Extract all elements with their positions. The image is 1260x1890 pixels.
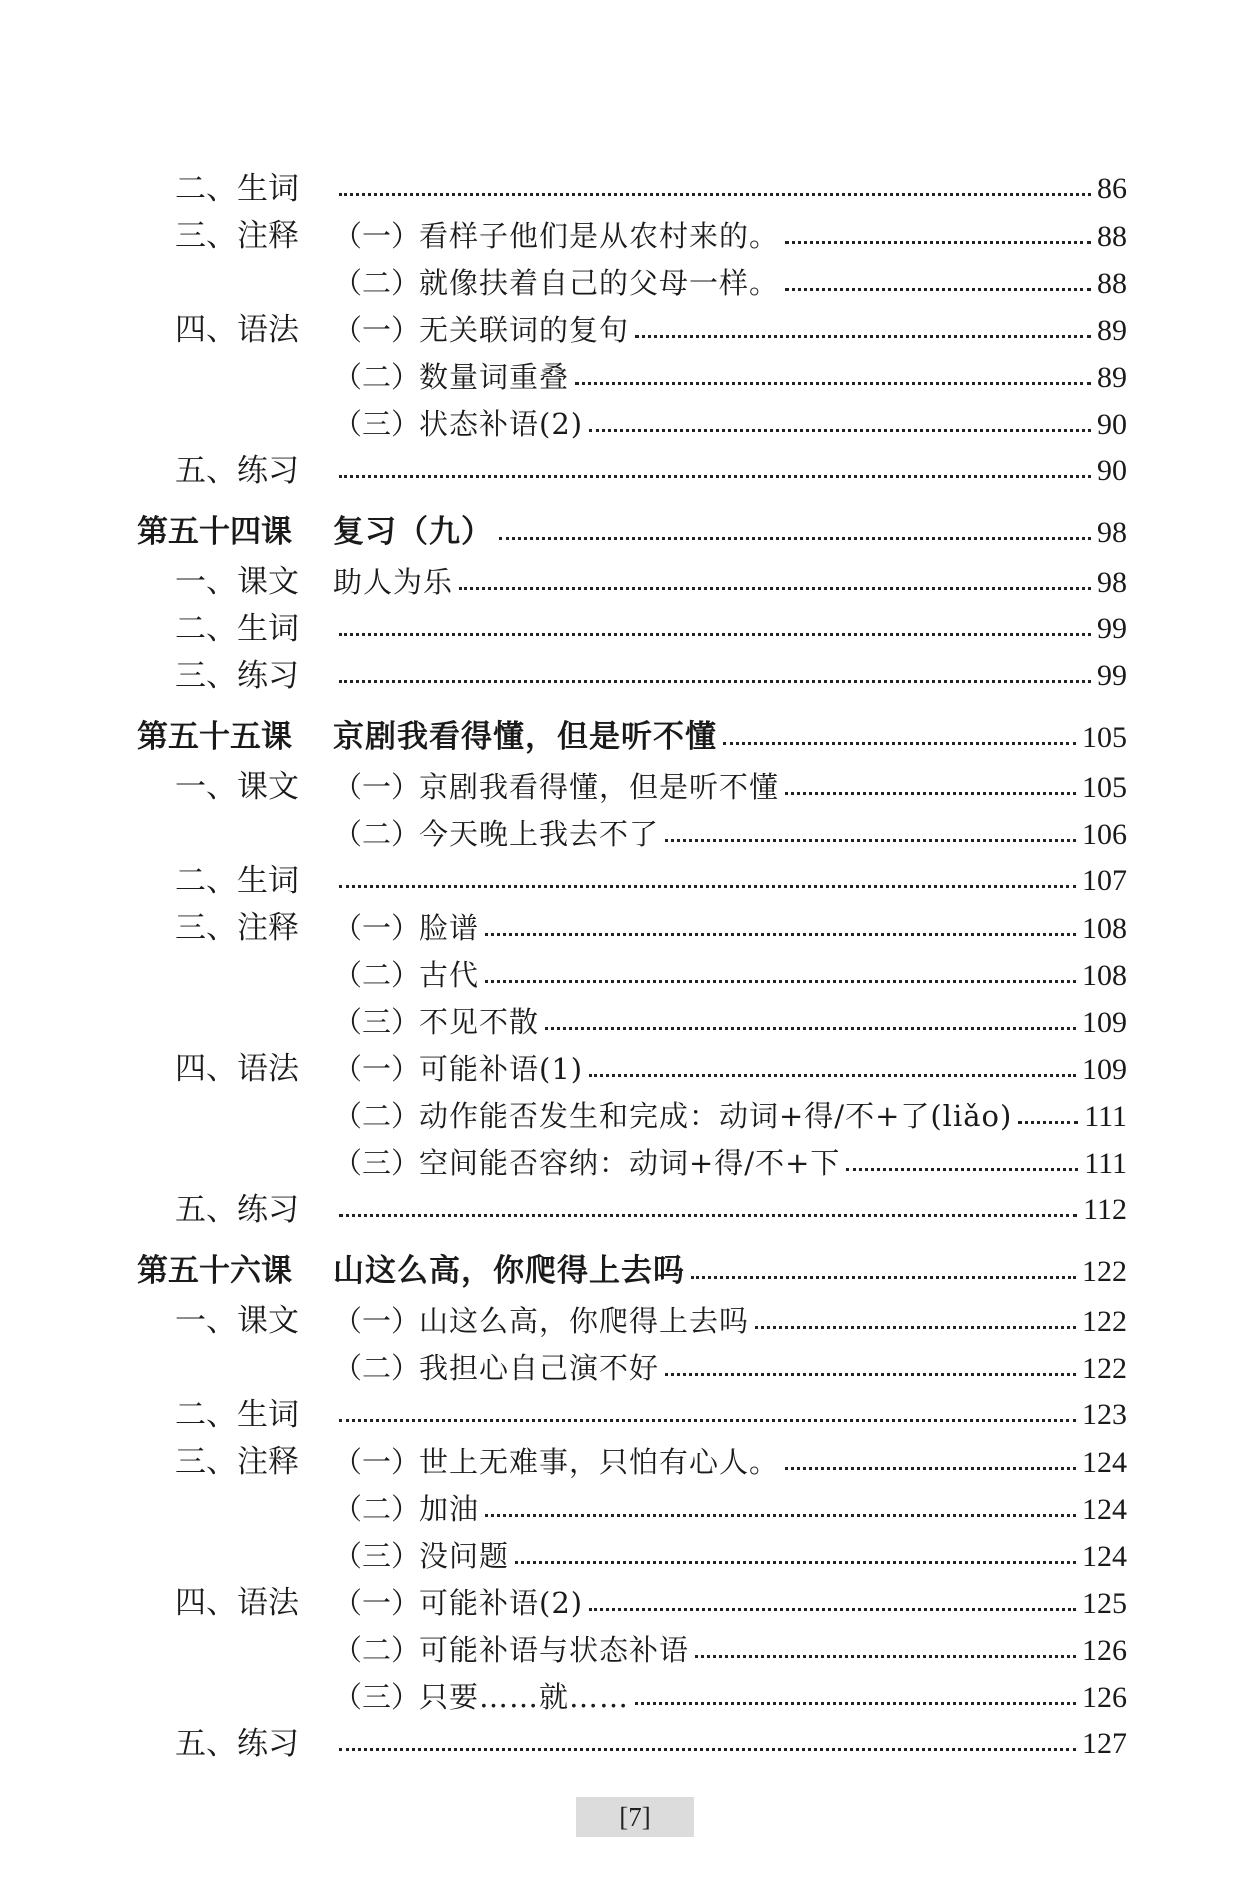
toc-entry[interactable] bbox=[0, 449, 1260, 493]
dot-leader bbox=[485, 1514, 1076, 1517]
page-number: 124 bbox=[1082, 1493, 1127, 1526]
page-number: 126 bbox=[1082, 1681, 1127, 1714]
dot-leader bbox=[339, 1748, 1076, 1751]
page-number: 109 bbox=[1082, 1053, 1127, 1086]
toc-entry[interactable] bbox=[0, 1188, 1260, 1232]
entry-line bbox=[333, 859, 1127, 903]
page-number: 106 bbox=[1082, 818, 1127, 851]
dot-leader bbox=[339, 885, 1076, 888]
subsection-number: （二） bbox=[333, 360, 421, 394]
entry-line bbox=[333, 308, 1127, 352]
page-number: 109 bbox=[1082, 1006, 1127, 1039]
toc-entry[interactable] bbox=[0, 859, 1260, 903]
toc-entry[interactable] bbox=[0, 355, 1260, 399]
entry-line bbox=[333, 1722, 1127, 1766]
toc-lesson-heading[interactable] bbox=[0, 1249, 1260, 1293]
dot-leader bbox=[589, 429, 1091, 432]
entry-title: 可能补语(1) bbox=[419, 1052, 584, 1086]
page-number: 126 bbox=[1082, 1634, 1127, 1667]
entry-title: 助人为乐 bbox=[333, 565, 454, 599]
dot-leader bbox=[635, 335, 1091, 338]
entry-line bbox=[333, 167, 1127, 211]
page-number: 122 bbox=[1082, 1255, 1127, 1288]
dot-leader bbox=[755, 1326, 1076, 1329]
entry-line bbox=[333, 607, 1127, 651]
toc-entry[interactable] bbox=[0, 214, 1260, 258]
entry-line bbox=[333, 1299, 1127, 1343]
entry-line bbox=[333, 355, 1127, 399]
dot-leader bbox=[339, 680, 1091, 683]
page-number: 123 bbox=[1082, 1398, 1127, 1431]
toc-entry[interactable] bbox=[0, 1534, 1260, 1578]
dot-leader bbox=[665, 1373, 1076, 1376]
dot-leader bbox=[499, 537, 1091, 540]
entry-title: 只要……就…… bbox=[419, 1680, 630, 1714]
section-label: 三、注释 bbox=[175, 910, 299, 946]
subsection-number: （二） bbox=[333, 1099, 421, 1133]
toc-entry[interactable] bbox=[0, 1487, 1260, 1531]
entry-title: 世上无难事，只怕有心人。 bbox=[419, 1445, 780, 1479]
page-number: 88 bbox=[1097, 220, 1127, 253]
entry-line bbox=[333, 1141, 1127, 1185]
page-number: 111 bbox=[1084, 1100, 1127, 1133]
section-label: 四、语法 bbox=[175, 312, 299, 348]
toc-entry[interactable] bbox=[0, 953, 1260, 997]
entry-title: 看样子他们是从农村来的。 bbox=[419, 219, 780, 253]
page-number: 88 bbox=[1097, 267, 1127, 300]
section-label: 一、课文 bbox=[175, 769, 299, 805]
subsection-number: （一） bbox=[333, 1304, 421, 1338]
dot-leader bbox=[691, 1276, 1076, 1279]
entry-line bbox=[333, 261, 1127, 305]
toc-entry[interactable] bbox=[0, 654, 1260, 698]
page-number: 90 bbox=[1097, 408, 1127, 441]
section-label: 二、生词 bbox=[175, 171, 299, 207]
entry-title: 无关联词的复句 bbox=[419, 313, 630, 347]
dot-leader bbox=[485, 980, 1076, 983]
toc-entry[interactable] bbox=[0, 1628, 1260, 1672]
toc-entry[interactable] bbox=[0, 812, 1260, 856]
page-number: 89 bbox=[1097, 314, 1127, 347]
dot-leader bbox=[339, 1214, 1077, 1217]
entry-line bbox=[333, 510, 1127, 554]
toc-entry[interactable] bbox=[0, 1722, 1260, 1766]
entry-title: 今天晚上我去不了 bbox=[419, 817, 660, 851]
entry-title: 可能补语与状态补语 bbox=[419, 1633, 690, 1667]
section-label: 五、练习 bbox=[175, 1192, 299, 1228]
dot-leader bbox=[459, 587, 1091, 590]
page-number: 125 bbox=[1082, 1587, 1127, 1620]
dot-leader bbox=[589, 1074, 1076, 1077]
page-number: 99 bbox=[1097, 659, 1127, 692]
dot-leader bbox=[846, 1168, 1078, 1171]
entry-line bbox=[333, 1581, 1127, 1625]
section-label: 四、语法 bbox=[175, 1051, 299, 1087]
subsection-number: （二） bbox=[333, 817, 421, 851]
page-number: 122 bbox=[1082, 1352, 1127, 1385]
entry-title: 我担心自己演不好 bbox=[419, 1351, 660, 1385]
page-number: 90 bbox=[1097, 454, 1127, 487]
dot-leader bbox=[485, 933, 1076, 936]
toc-entry[interactable] bbox=[0, 1440, 1260, 1484]
section-label: 一、课文 bbox=[175, 564, 299, 600]
page-number-folio: [7] bbox=[576, 1797, 694, 1837]
entry-title: 就像扶着自己的父母一样。 bbox=[419, 266, 780, 300]
subsection-number: （三） bbox=[333, 1680, 421, 1714]
toc-entry[interactable] bbox=[0, 1047, 1260, 1091]
dot-leader bbox=[785, 1467, 1076, 1470]
entry-title: 山这么高，你爬得上去吗 bbox=[419, 1304, 750, 1338]
lesson-number: 第五十四课 bbox=[137, 514, 292, 550]
dot-leader bbox=[723, 742, 1076, 745]
toc-entry[interactable] bbox=[0, 1346, 1260, 1390]
entry-line bbox=[333, 560, 1127, 604]
page-number: 127 bbox=[1082, 1727, 1127, 1760]
page-number: 108 bbox=[1082, 912, 1127, 945]
section-label: 三、注释 bbox=[175, 218, 299, 254]
toc-entry[interactable] bbox=[0, 1675, 1260, 1719]
page-number: 98 bbox=[1097, 516, 1127, 549]
section-label: 五、练习 bbox=[175, 1726, 299, 1762]
subsection-number: （三） bbox=[333, 407, 421, 441]
toc-entry[interactable] bbox=[0, 1094, 1260, 1138]
page-number: 105 bbox=[1082, 721, 1127, 754]
lesson-title: 京剧我看得懂，但是听不懂 bbox=[333, 719, 717, 755]
subsection-number: （二） bbox=[333, 958, 421, 992]
entry-line bbox=[333, 654, 1127, 698]
page-number: 124 bbox=[1082, 1540, 1127, 1573]
page-number: 98 bbox=[1097, 566, 1127, 599]
entry-line bbox=[333, 765, 1127, 809]
section-label: 一、课文 bbox=[175, 1303, 299, 1339]
entry-title: 古代 bbox=[419, 958, 480, 992]
page-number: 111 bbox=[1084, 1147, 1127, 1180]
page-number: 99 bbox=[1097, 612, 1127, 645]
subsection-number: （一） bbox=[333, 1052, 421, 1086]
toc-lesson-heading[interactable] bbox=[0, 715, 1260, 759]
subsection-number: （一） bbox=[333, 1586, 421, 1620]
toc-entry[interactable] bbox=[0, 1299, 1260, 1343]
dot-leader bbox=[339, 193, 1091, 196]
entry-line bbox=[333, 402, 1127, 446]
dot-leader bbox=[785, 792, 1076, 795]
page-number: 122 bbox=[1082, 1305, 1127, 1338]
dot-leader bbox=[339, 633, 1091, 636]
subsection-number: （一） bbox=[333, 219, 421, 253]
toc-entry[interactable] bbox=[0, 607, 1260, 651]
entry-title: 动作能否发生和完成：动词+得/不+了(liǎo) bbox=[419, 1099, 1013, 1133]
entry-line bbox=[333, 1440, 1127, 1484]
dot-leader bbox=[545, 1027, 1076, 1030]
section-label: 二、生词 bbox=[175, 611, 299, 647]
subsection-number: （二） bbox=[333, 1351, 421, 1385]
entry-line bbox=[333, 812, 1127, 856]
toc-entry[interactable] bbox=[0, 560, 1260, 604]
subsection-number: （二） bbox=[333, 1633, 421, 1667]
entry-line bbox=[333, 1346, 1127, 1390]
toc-entry[interactable] bbox=[0, 1393, 1260, 1437]
page-number: 86 bbox=[1097, 172, 1127, 205]
entry-title: 京剧我看得懂，但是听不懂 bbox=[419, 770, 780, 804]
subsection-number: （二） bbox=[333, 266, 421, 300]
subsection-number: （三） bbox=[333, 1005, 421, 1039]
page-number: 89 bbox=[1097, 361, 1127, 394]
entry-line bbox=[333, 1000, 1127, 1044]
page-number: 108 bbox=[1082, 959, 1127, 992]
dot-leader bbox=[1018, 1121, 1078, 1124]
entry-line bbox=[333, 214, 1127, 258]
section-label: 四、语法 bbox=[175, 1585, 299, 1621]
entry-line bbox=[333, 906, 1127, 950]
toc-entry[interactable] bbox=[0, 1141, 1260, 1185]
subsection-number: （一） bbox=[333, 770, 421, 804]
entry-title: 脸谱 bbox=[419, 911, 480, 945]
entry-line bbox=[333, 1393, 1127, 1437]
toc-entry[interactable] bbox=[0, 167, 1260, 211]
lesson-number: 第五十五课 bbox=[137, 719, 292, 755]
entry-title: 加油 bbox=[419, 1492, 480, 1526]
subsection-number: （一） bbox=[333, 1445, 421, 1479]
entry-line bbox=[333, 1675, 1127, 1719]
toc-entry[interactable] bbox=[0, 308, 1260, 352]
dot-leader bbox=[665, 839, 1076, 842]
entry-line bbox=[333, 449, 1127, 493]
entry-title: 可能补语(2) bbox=[419, 1586, 584, 1620]
dot-leader bbox=[635, 1702, 1076, 1705]
entry-line bbox=[333, 953, 1127, 997]
lesson-number: 第五十六课 bbox=[137, 1253, 292, 1289]
toc-entry[interactable] bbox=[0, 402, 1260, 446]
subsection-number: （三） bbox=[333, 1539, 421, 1573]
subsection-number: （一） bbox=[333, 313, 421, 347]
lesson-title: 复习（九） bbox=[333, 514, 493, 550]
page-number: 105 bbox=[1082, 771, 1127, 804]
entry-line bbox=[333, 1094, 1127, 1138]
toc-lesson-heading[interactable] bbox=[0, 510, 1260, 554]
page-number: 112 bbox=[1083, 1193, 1127, 1226]
subsection-number: （二） bbox=[333, 1492, 421, 1526]
entry-title: 不见不散 bbox=[419, 1005, 540, 1039]
page-number: 107 bbox=[1082, 864, 1127, 897]
dot-leader bbox=[589, 1608, 1076, 1611]
dot-leader bbox=[785, 241, 1091, 244]
toc-entry[interactable] bbox=[0, 765, 1260, 809]
entry-line bbox=[333, 1487, 1127, 1531]
section-label: 三、练习 bbox=[175, 658, 299, 694]
section-label: 二、生词 bbox=[175, 1397, 299, 1433]
entry-line bbox=[333, 1534, 1127, 1578]
section-label: 三、注释 bbox=[175, 1444, 299, 1480]
entry-line bbox=[333, 1047, 1127, 1091]
subsection-number: （三） bbox=[333, 1146, 421, 1180]
lesson-title: 山这么高，你爬得上去吗 bbox=[333, 1253, 685, 1289]
entry-line bbox=[333, 715, 1127, 759]
dot-leader bbox=[339, 475, 1091, 478]
page-number: 124 bbox=[1082, 1446, 1127, 1479]
toc-entry[interactable] bbox=[0, 261, 1260, 305]
dot-leader bbox=[339, 1419, 1076, 1422]
toc-entry[interactable] bbox=[0, 1581, 1260, 1625]
entry-title: 没问题 bbox=[419, 1539, 510, 1573]
entry-line bbox=[333, 1188, 1127, 1232]
entry-line bbox=[333, 1628, 1127, 1672]
section-label: 二、生词 bbox=[175, 863, 299, 899]
entry-title: 数量词重叠 bbox=[419, 360, 570, 394]
dot-leader bbox=[575, 382, 1091, 385]
subsection-number: （一） bbox=[333, 911, 421, 945]
dot-leader bbox=[515, 1561, 1076, 1564]
toc-entry[interactable] bbox=[0, 1000, 1260, 1044]
entry-title: 状态补语(2) bbox=[419, 407, 584, 441]
dot-leader bbox=[785, 288, 1091, 291]
toc-entry[interactable] bbox=[0, 906, 1260, 950]
entry-line bbox=[333, 1249, 1127, 1293]
entry-title: 空间能否容纳：动词+得/不+下 bbox=[419, 1146, 841, 1180]
section-label: 五、练习 bbox=[175, 453, 299, 489]
dot-leader bbox=[695, 1655, 1076, 1658]
